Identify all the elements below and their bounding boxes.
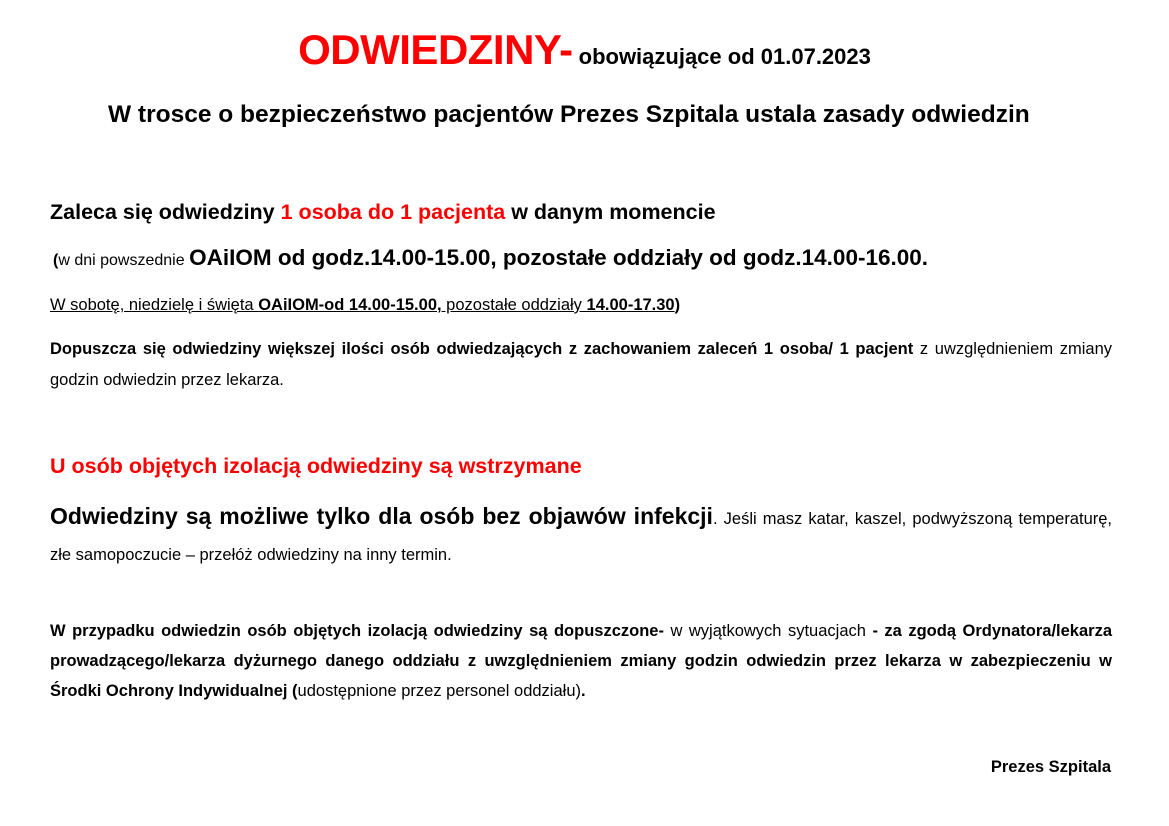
weekend-close-paren: )	[674, 296, 681, 314]
weekday-open-paren: (	[53, 252, 59, 269]
weekday-lead: w dni powszednie	[58, 252, 190, 269]
exception-part3: - za zgodą Ordynatora/lekarza prowadzącego/lekarza dyżurnego danego oddziału z uwzględnieniem zmiany godzin odwiedzin przez lekarza w zabezpieczeniu w Środki Ochrony Indywidualnej (	[50, 622, 1112, 700]
recommendation-prefix: Zaleca się odwiedziny	[50, 200, 281, 224]
page-title: ODWIEDZINY-	[298, 26, 573, 73]
allowance-paragraph	[50, 334, 1112, 396]
weekend-lead: W sobotę, niedzielę i święta	[50, 296, 259, 314]
weekend-others-time: 14.00-17.30	[586, 296, 675, 314]
exception-part4: udostępnione przez personel oddziału)	[297, 682, 581, 700]
effective-date: obowiązujące od 01.07.2023	[578, 44, 871, 69]
recommendation-highlight: 1 osoba do 1 pacjenta	[280, 200, 506, 224]
allowance-normal: z uwzględnieniem zmiany godzin odwiedzin przez lekarza.	[50, 340, 1113, 389]
exception-part5: .	[581, 682, 586, 700]
symptoms-paragraph	[50, 498, 1112, 573]
weekend-hours	[50, 296, 1112, 315]
title-row	[0, 26, 1169, 74]
signature: Prezes Szpitala	[990, 758, 1111, 776]
isolation-heading: U osób objętych izolacją odwiedziny są wstrzymane	[50, 454, 582, 478]
symptoms-normal: . Jeśli masz katar, kaszel, podwyższoną temperaturę, złe samopoczucie – przełóż odwiedziny na inny termin.	[50, 510, 1113, 564]
symptoms-bold: Odwiedziny są możliwe tylko dla osób bez objawów infekcji	[50, 503, 713, 529]
recommendation-line	[50, 200, 1112, 225]
exception-part2: w wyjątkowych sytuacjach	[663, 622, 873, 640]
exception-part1: W przypadku odwiedzin osób objętych izolacją odwiedziny są dopuszczone-	[50, 622, 664, 640]
weekend-others-label: pozostałe oddziały	[441, 296, 587, 314]
weekend-oaiiom: OAiIOM-od 14.00-15.00,	[258, 296, 442, 314]
exception-paragraph	[50, 616, 1112, 706]
weekday-hours	[53, 245, 1115, 271]
recommendation-suffix: w danym momencie	[505, 200, 716, 224]
page-subtitle: W trosce o bezpieczeństwo pacjentów Prezes Szpitala ustala zasady odwiedzin	[108, 101, 1030, 128]
allowance-bold: Dopuszcza się odwiedziny większej ilości osób odwiedzających z zachowaniem zaleceń 1 osoba/ 1 pacjent	[50, 340, 914, 358]
weekday-hours-text: OAiIOM od godz.14.00-15.00, pozostałe oddziały od godz.14.00-16.00.	[189, 245, 929, 270]
